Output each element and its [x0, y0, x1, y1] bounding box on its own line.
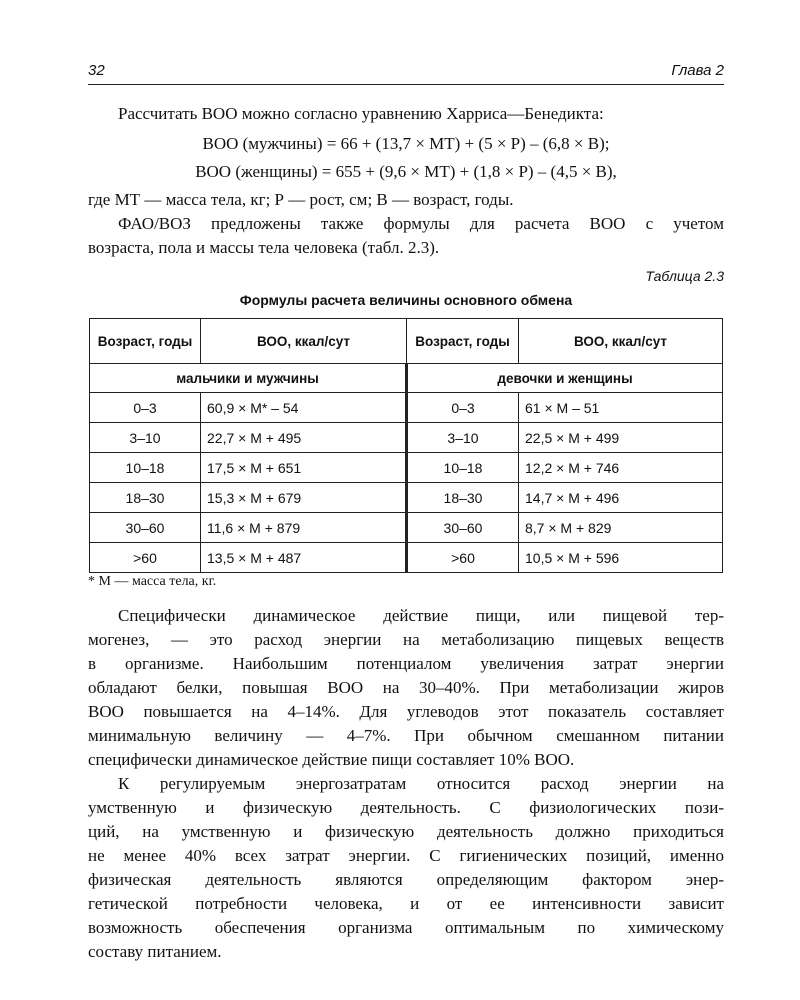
- fao-line-1: ФАО/ВОЗ предложены также формулы для расчета ВОО с учетом: [118, 214, 724, 233]
- table-header-row: [90, 319, 723, 364]
- text-line: не менее 40% всех затрат энергии. С гигиенических позиций, именно: [88, 846, 724, 865]
- male-age: 18–30: [90, 483, 201, 513]
- female-formula: 8,7 × М + 829: [519, 513, 723, 543]
- formula-legend: где МТ — масса тела, кг; Р — рост, см; В — возраст, годы.: [88, 190, 514, 209]
- female-age: 10–18: [407, 453, 519, 483]
- male-age: >60: [90, 543, 201, 573]
- table-title: Формулы расчета величины основного обмена: [239, 292, 573, 308]
- female-age: 0–3: [407, 393, 519, 423]
- table-row: [90, 393, 723, 423]
- col-boo-male: ВОО, ккал/сут: [201, 319, 407, 364]
- text-line: возможность обеспечения организма оптимальным по химическому: [88, 918, 724, 937]
- chapter-title: Глава 2: [671, 62, 724, 79]
- text-line: ВОО повышается на 4–14%. Для углеводов этот показатель составляет: [88, 702, 724, 721]
- paragraph-thermogenesis: [88, 604, 724, 772]
- table-row: [90, 453, 723, 483]
- male-formula: 13,5 × М + 487: [201, 543, 407, 573]
- male-formula: 17,5 × М + 651: [201, 453, 407, 483]
- text-line: К регулируемым энергозатратам относится расход энергии на: [118, 774, 724, 793]
- text-line: физическая деятельность являются определяющим фактором энер-: [88, 870, 724, 889]
- table-caption: Таблица 2.3: [645, 268, 724, 284]
- group-row: [90, 364, 723, 393]
- female-formula: 14,7 × М + 496: [519, 483, 723, 513]
- female-age: >60: [407, 543, 519, 573]
- male-formula: 60,9 × М* – 54: [201, 393, 407, 423]
- text-line: гетической потребности человека, и от ее интенсивности зависит: [88, 894, 724, 913]
- group-male: мальчики и мужчины: [90, 364, 407, 393]
- page-number: 32: [88, 62, 105, 79]
- text-line: могенез, — это расход энергии на метаболизацию пищевых веществ: [88, 630, 724, 649]
- female-formula: 12,2 × М + 746: [519, 453, 723, 483]
- text-line: Специфически динамическое действие пищи, или пищевой тер-: [118, 606, 724, 625]
- text-line: минимальную величину — 4–7%. При обычном смешанном питании: [88, 726, 724, 745]
- group-female: девочки и женщины: [407, 364, 723, 393]
- col-age-female: Возраст, годы: [407, 319, 519, 364]
- fao-line-2: возраста, пола и массы тела человека (табл. 2.3).: [88, 238, 440, 257]
- male-age: 30–60: [90, 513, 201, 543]
- female-formula: 22,5 × М + 499: [519, 423, 723, 453]
- text-line: в организме. Наибольшим потенциалом увеличения затрат энергии: [88, 654, 724, 673]
- male-formula: 22,7 × М + 495: [201, 423, 407, 453]
- table-footnote: * М — масса тела, кг.: [88, 574, 217, 589]
- text-line: умственную и физическую деятельность. С физиологических пози-: [88, 798, 724, 817]
- table-row: [90, 513, 723, 543]
- intro-text: [88, 102, 724, 260]
- formula-men: ВОО (мужчины) = 66 + (13,7 × МТ) + (5 × Р) – (6,8 × В);: [202, 134, 610, 153]
- text-line: специфически динамическое действие пищи составляет 10% ВОО.: [88, 750, 575, 769]
- male-age: 3–10: [90, 423, 201, 453]
- female-age: 30–60: [407, 513, 519, 543]
- male-age: 0–3: [90, 393, 201, 423]
- text-line: обладают белки, повышая ВОО на 30–40%. При метаболизации жиров: [88, 678, 724, 697]
- bmr-formula-table: [89, 318, 723, 573]
- table-row: [90, 543, 723, 573]
- female-formula: 61 × М – 51: [519, 393, 723, 423]
- col-age-male: Возраст, годы: [90, 319, 201, 364]
- text-line: ций, на умственную и физическую деятельность должно приходиться: [88, 822, 724, 841]
- paragraph-regulated-energy: [88, 772, 724, 964]
- running-header: [88, 62, 724, 85]
- table-row: [90, 483, 723, 513]
- male-age: 10–18: [90, 453, 201, 483]
- formula-women: ВОО (женщины) = 655 + (9,6 × МТ) + (1,8 × Р) – (4,5 × В),: [195, 162, 617, 181]
- col-boo-female: ВОО, ккал/сут: [519, 319, 723, 364]
- male-formula: 11,6 × М + 879: [201, 513, 407, 543]
- male-formula: 15,3 × М + 679: [201, 483, 407, 513]
- text-line: составу питанием.: [88, 942, 222, 961]
- table-row: [90, 423, 723, 453]
- female-age: 18–30: [407, 483, 519, 513]
- intro-line: Рассчитать ВОО можно согласно уравнению Харриса—Бенедикта:: [118, 104, 604, 123]
- female-age: 3–10: [407, 423, 519, 453]
- female-formula: 10,5 × М + 596: [519, 543, 723, 573]
